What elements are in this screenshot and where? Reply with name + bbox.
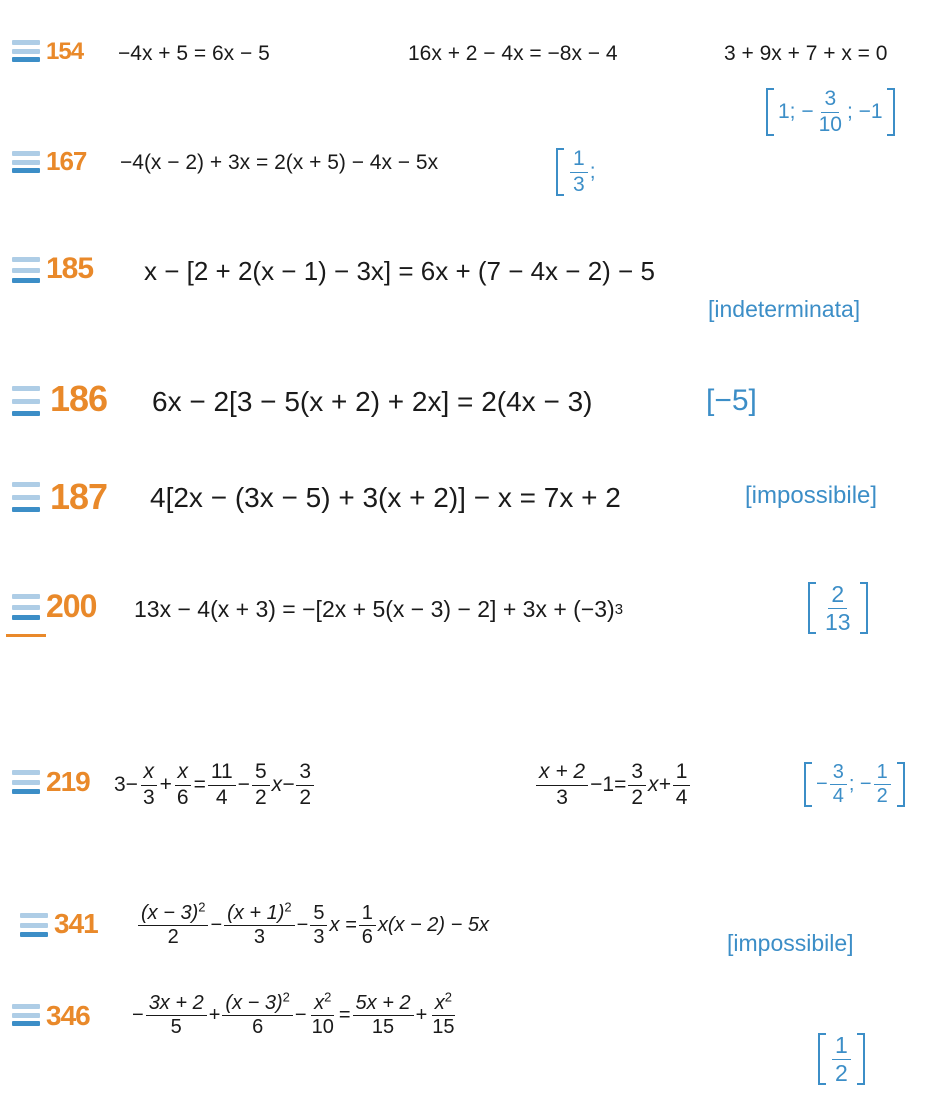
answer: $\frac{2}{13}$ bbox=[808, 574, 868, 642]
difficulty-marker-icon bbox=[12, 386, 40, 416]
equation: x − [2 + 2(x − 1) − 3x] = 6x + (7 − 4x − 2) − 5 bbox=[144, 256, 655, 286]
answer: [impossibile] bbox=[745, 482, 878, 509]
exercise-number: 167 bbox=[46, 146, 87, 176]
answer: $\frac{1}{2}$ bbox=[818, 1026, 865, 1092]
equation: 13x − 4(x + 3) = −[2x + 5(x − 3) − 2] + 3x + (−3) 3 bbox=[134, 596, 624, 622]
difficulty-marker-icon bbox=[20, 913, 48, 937]
exercise-number: 187 bbox=[50, 476, 108, 517]
answer: [−5] bbox=[706, 384, 757, 417]
difficulty-marker-icon bbox=[12, 770, 40, 794]
difficulty-marker-icon bbox=[12, 40, 40, 62]
exercise-number: 200 bbox=[46, 588, 97, 624]
equation: $\frac{x + 2}{3}$ −1= $\frac{3}{2}$ x+ $\frac{1}{4}$ bbox=[534, 752, 692, 818]
answer: [indeterminata] bbox=[708, 296, 861, 322]
equation: 6x − 2[3 − 5(x + 2) + 2x] = 2(4x − 3) bbox=[152, 386, 593, 417]
difficulty-marker-icon bbox=[12, 257, 40, 283]
equation: −4(x − 2) + 3x = 2(x + 5) − 4x − 5x bbox=[120, 151, 439, 174]
exercise-number: 185 bbox=[46, 252, 94, 285]
difficulty-marker-icon bbox=[12, 482, 40, 512]
divider bbox=[6, 634, 46, 637]
exercise-number: 341 bbox=[54, 908, 98, 939]
equation: $\frac{(x - 3)^2}{2}$ − $\frac{(x + 1)^2}{3}$ − $\frac{5}{3}$ x = $\frac{1}{6}$ x(x − 2) − 5x bbox=[136, 892, 489, 958]
answer: − $\frac{3}{4}$ ; − $\frac{1}{2}$ bbox=[804, 754, 905, 814]
equation: −4x + 5 = 6x − 5 bbox=[118, 42, 270, 65]
difficulty-marker-icon bbox=[12, 594, 40, 620]
answer: $\frac{1}{3}$ ; bbox=[556, 140, 600, 204]
equation: − $\frac{3x + 2}{5}$ + $\frac{(x - 3)^2}{6}$ − $\frac{x^2}{10}$ = $\frac{5x + 2}{15}$ + $\frac{x^2}{15}$ bbox=[132, 988, 455, 1038]
difficulty-marker-icon bbox=[12, 151, 40, 173]
exercise-number: 346 bbox=[46, 1000, 90, 1031]
answer: [impossibile] bbox=[727, 930, 854, 956]
difficulty-marker-icon bbox=[12, 1004, 40, 1026]
exercise-number: 186 bbox=[50, 378, 108, 419]
answer: 1; − $\frac{3}{10}$ ; −1 bbox=[766, 80, 895, 144]
equation: 4[2x − (3x − 5) + 3(x + 2)] − x = 7x + 2 bbox=[150, 482, 621, 513]
equation: 3− $\frac{x}{3}$ + $\frac{x}{6}$ = $\frac{11}{4}$ − $\frac{5}{2}$ x− $\frac{3}{2}$ bbox=[114, 752, 316, 818]
exercise-number: 219 bbox=[46, 766, 90, 797]
exercise-number: 154 bbox=[46, 38, 84, 65]
equation: 16x + 2 − 4x = −8x − 4 bbox=[408, 42, 618, 65]
equation: 3 + 9x + 7 + x = 0 bbox=[724, 42, 888, 65]
